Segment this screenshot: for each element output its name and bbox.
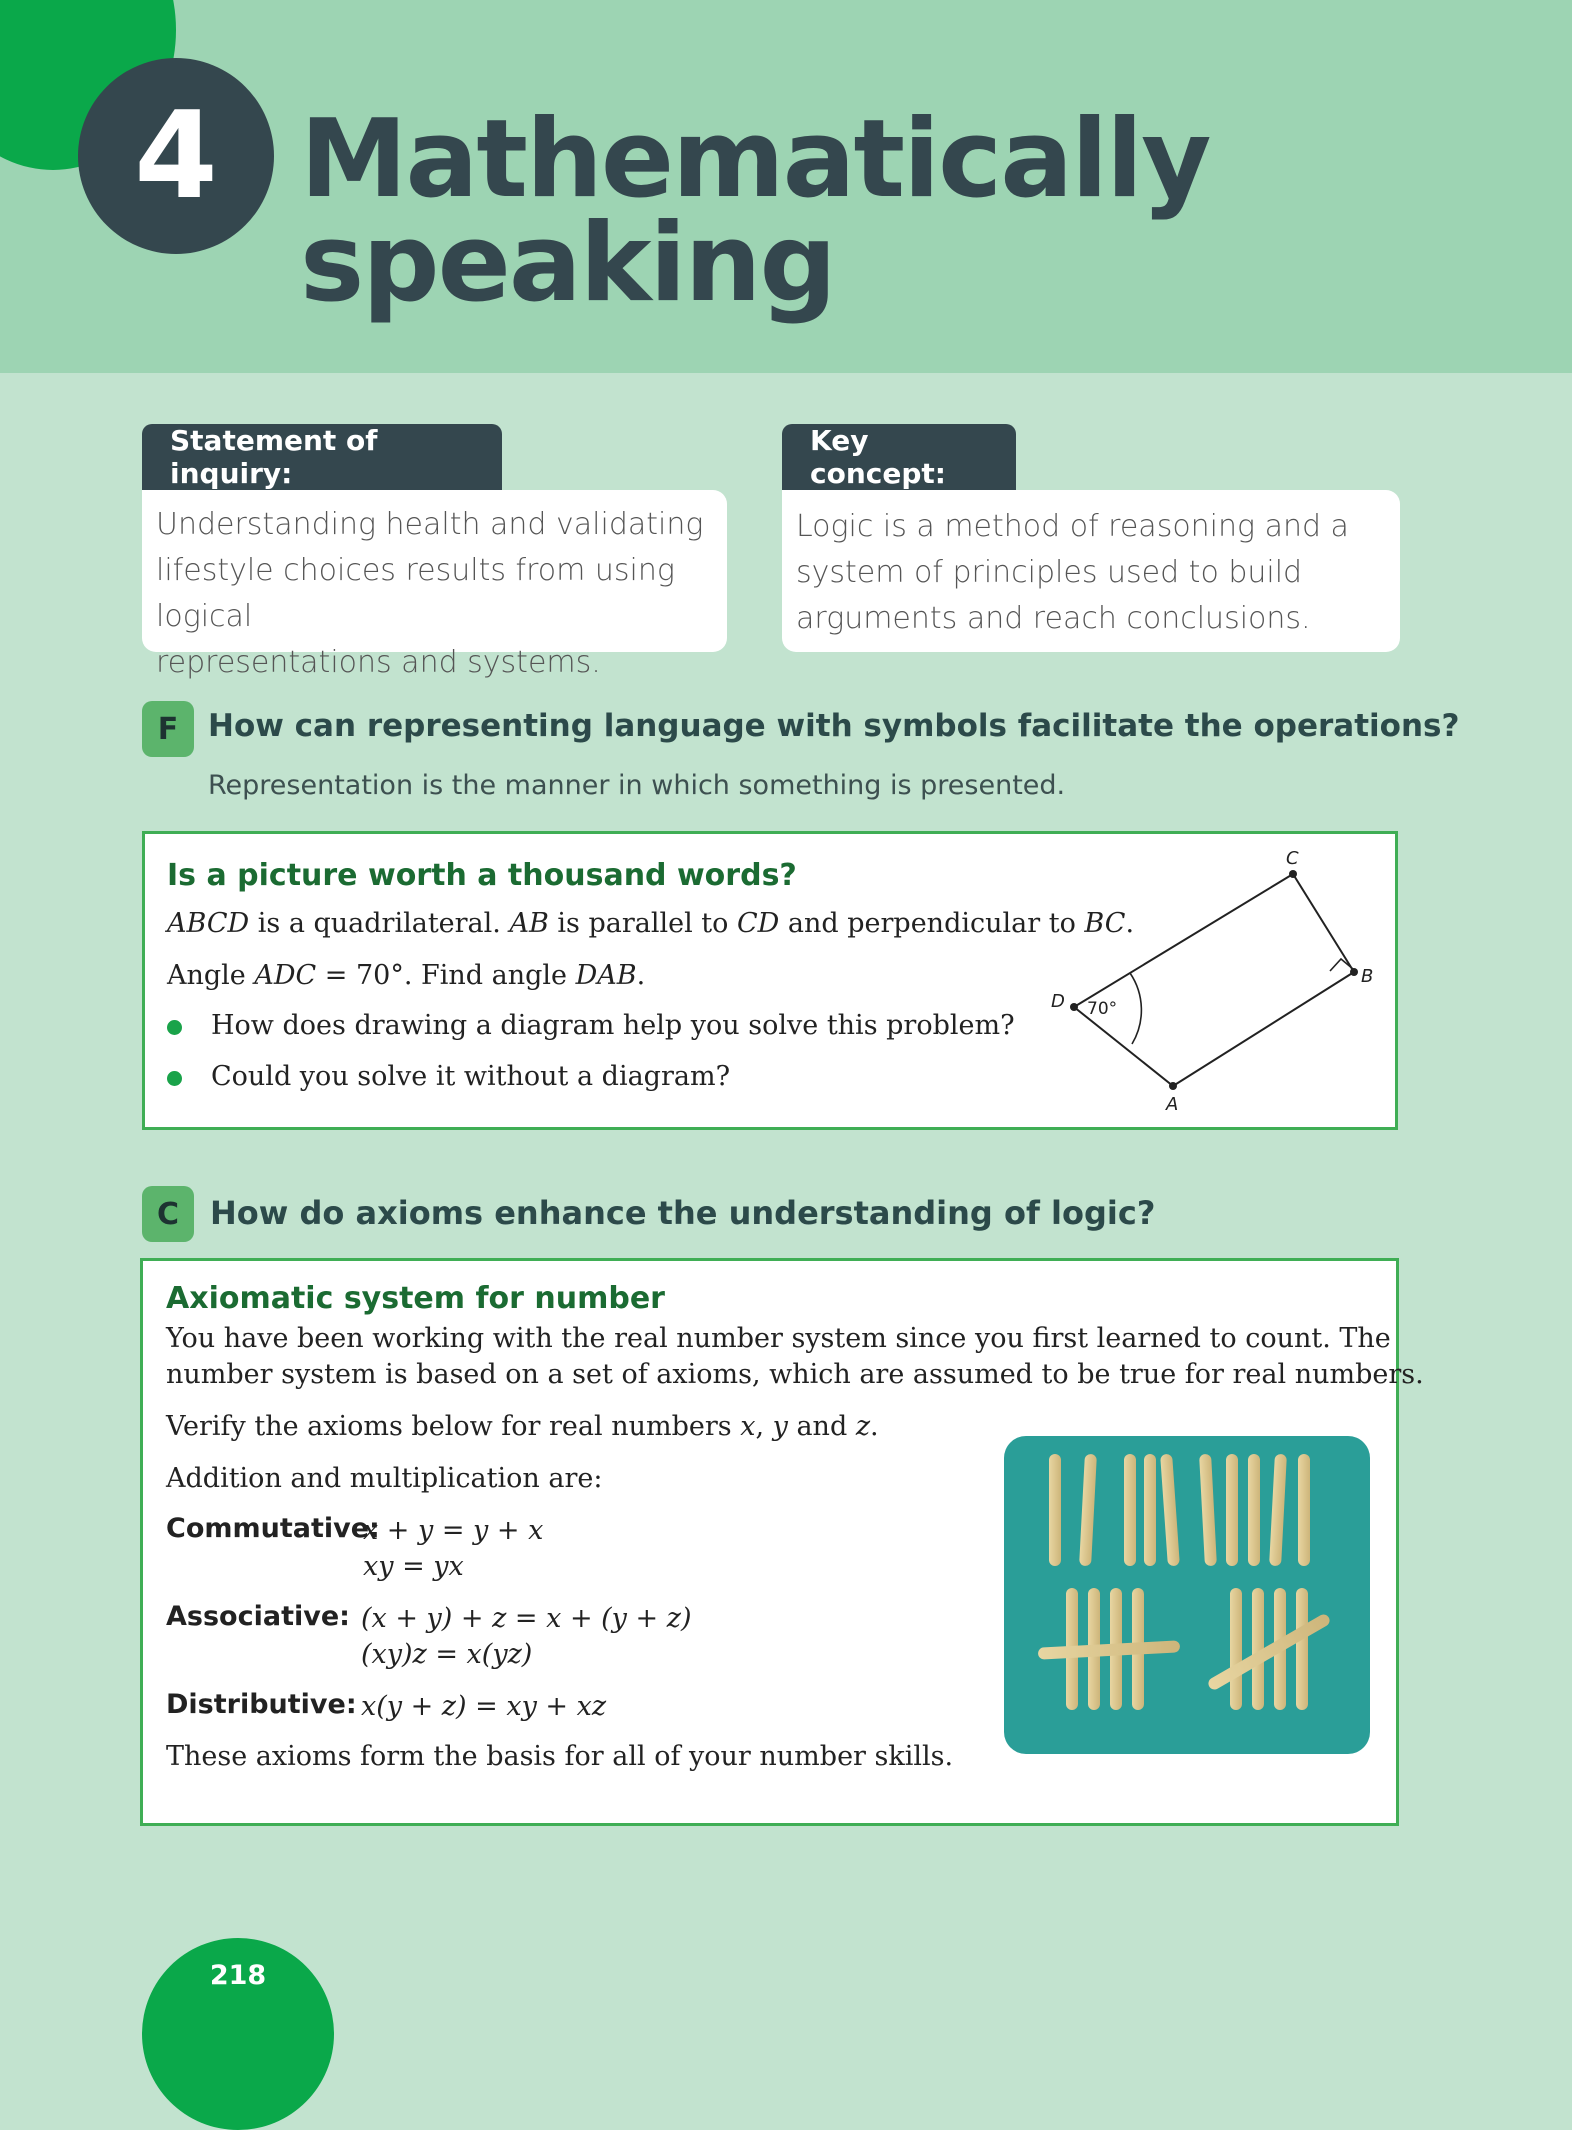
- chapter-title: [300, 97, 1210, 326]
- key-concept-line: arguments and reach conclusions.: [796, 601, 1311, 636]
- key-concept-label: Key concept:: [782, 424, 1016, 490]
- angle-label: 70°: [1087, 999, 1118, 1019]
- distributive-equation: x(y + z) = xy + xz: [361, 1691, 607, 1722]
- closing-line: These axioms form the basis for all of your number skills.: [166, 1741, 954, 1772]
- associative-equation: (xy)z = x(yz): [361, 1639, 533, 1670]
- section-c-heading: How do axioms enhance the understanding of logic?: [210, 1194, 1156, 1232]
- commutative-equation: x + y = y + x: [363, 1515, 544, 1546]
- statement-of-inquiry-card: [142, 490, 727, 680]
- statement-line: lifestyle choices results from using logical: [156, 553, 675, 634]
- bullet-item: How does drawing a diagram help you solve this problem?: [211, 1010, 1015, 1041]
- page-number: 218: [209, 1960, 267, 1991]
- verify-line: Verify the axioms below for real numbers x, y and z.: [166, 1411, 879, 1442]
- vertex-b-point: [1350, 968, 1358, 976]
- axiomatic-system-title: Axiomatic system for number: [166, 1281, 665, 1316]
- criterion-c-badge: C: [142, 1186, 194, 1242]
- commutative-label: Commutative:: [166, 1513, 380, 1544]
- tally-group-bottom: [1038, 1588, 1332, 1710]
- vertex-label-d: D: [1051, 991, 1065, 1012]
- section-f-subtext: Representation is the manner in which something is presented.: [208, 770, 1066, 801]
- vertex-label-c: C: [1286, 848, 1299, 869]
- commutative-equation: xy = yx: [363, 1551, 464, 1582]
- chapter-number-badge: 4: [78, 58, 274, 254]
- criterion-f-badge: F: [142, 701, 194, 757]
- intro-line: number system is based on a set of axioms, which are assumed to be true for real numbers.: [166, 1359, 1424, 1390]
- tally-sticks-illustration: [1004, 1436, 1370, 1754]
- distributive-label: Distributive:: [166, 1689, 357, 1720]
- angle-arc: [1130, 973, 1141, 1044]
- chapter-title-line1: Mathematically: [300, 97, 1210, 222]
- section-f-heading: How can representing language with symbols facilitate the operations?: [208, 708, 1460, 744]
- key-concept-line: system of principles used to build: [796, 555, 1303, 590]
- key-concept-card: [782, 490, 1400, 652]
- quadrilateral-statement: ABCD is a quadrilateral. AB is parallel to CD and perpendicular to BC.: [167, 908, 1135, 939]
- vertex-d-point: [1070, 1003, 1078, 1011]
- quadrilateral-outline: [1074, 874, 1354, 1086]
- diagram-labels-layer: [145, 834, 1395, 1130]
- chapter-title-line2: speaking: [300, 201, 835, 326]
- statement-of-inquiry-label: Statement of inquiry:: [142, 424, 502, 490]
- picture-worth-title: Is a picture worth a thousand words?: [167, 858, 797, 893]
- associative-label: Associative:: [166, 1601, 350, 1632]
- vertex-c-point: [1289, 870, 1297, 878]
- tally-sticks-photo: [1004, 1436, 1370, 1754]
- addition-line: Addition and multiplication are:: [166, 1463, 603, 1494]
- statement-line: Understanding health and validating: [156, 507, 704, 542]
- vertex-a-point: [1169, 1082, 1177, 1090]
- angle-statement: Angle ADC = 70°. Find angle DAB.: [167, 960, 646, 991]
- associative-equation: (x + y) + z = x + (y + z): [361, 1603, 692, 1634]
- vertex-label-a: A: [1166, 1094, 1179, 1115]
- picture-worth-box: [142, 831, 1398, 1130]
- bullet-item: Could you solve it without a diagram?: [211, 1061, 731, 1092]
- key-concept-line: Logic is a method of reasoning and a: [796, 509, 1349, 544]
- tally-group-top: [1049, 1454, 1310, 1567]
- statement-line: representations and systems.: [156, 645, 601, 680]
- vertex-label-b: B: [1361, 966, 1374, 987]
- intro-line: You have been working with the real number system since you first learned to count. The: [166, 1323, 1391, 1354]
